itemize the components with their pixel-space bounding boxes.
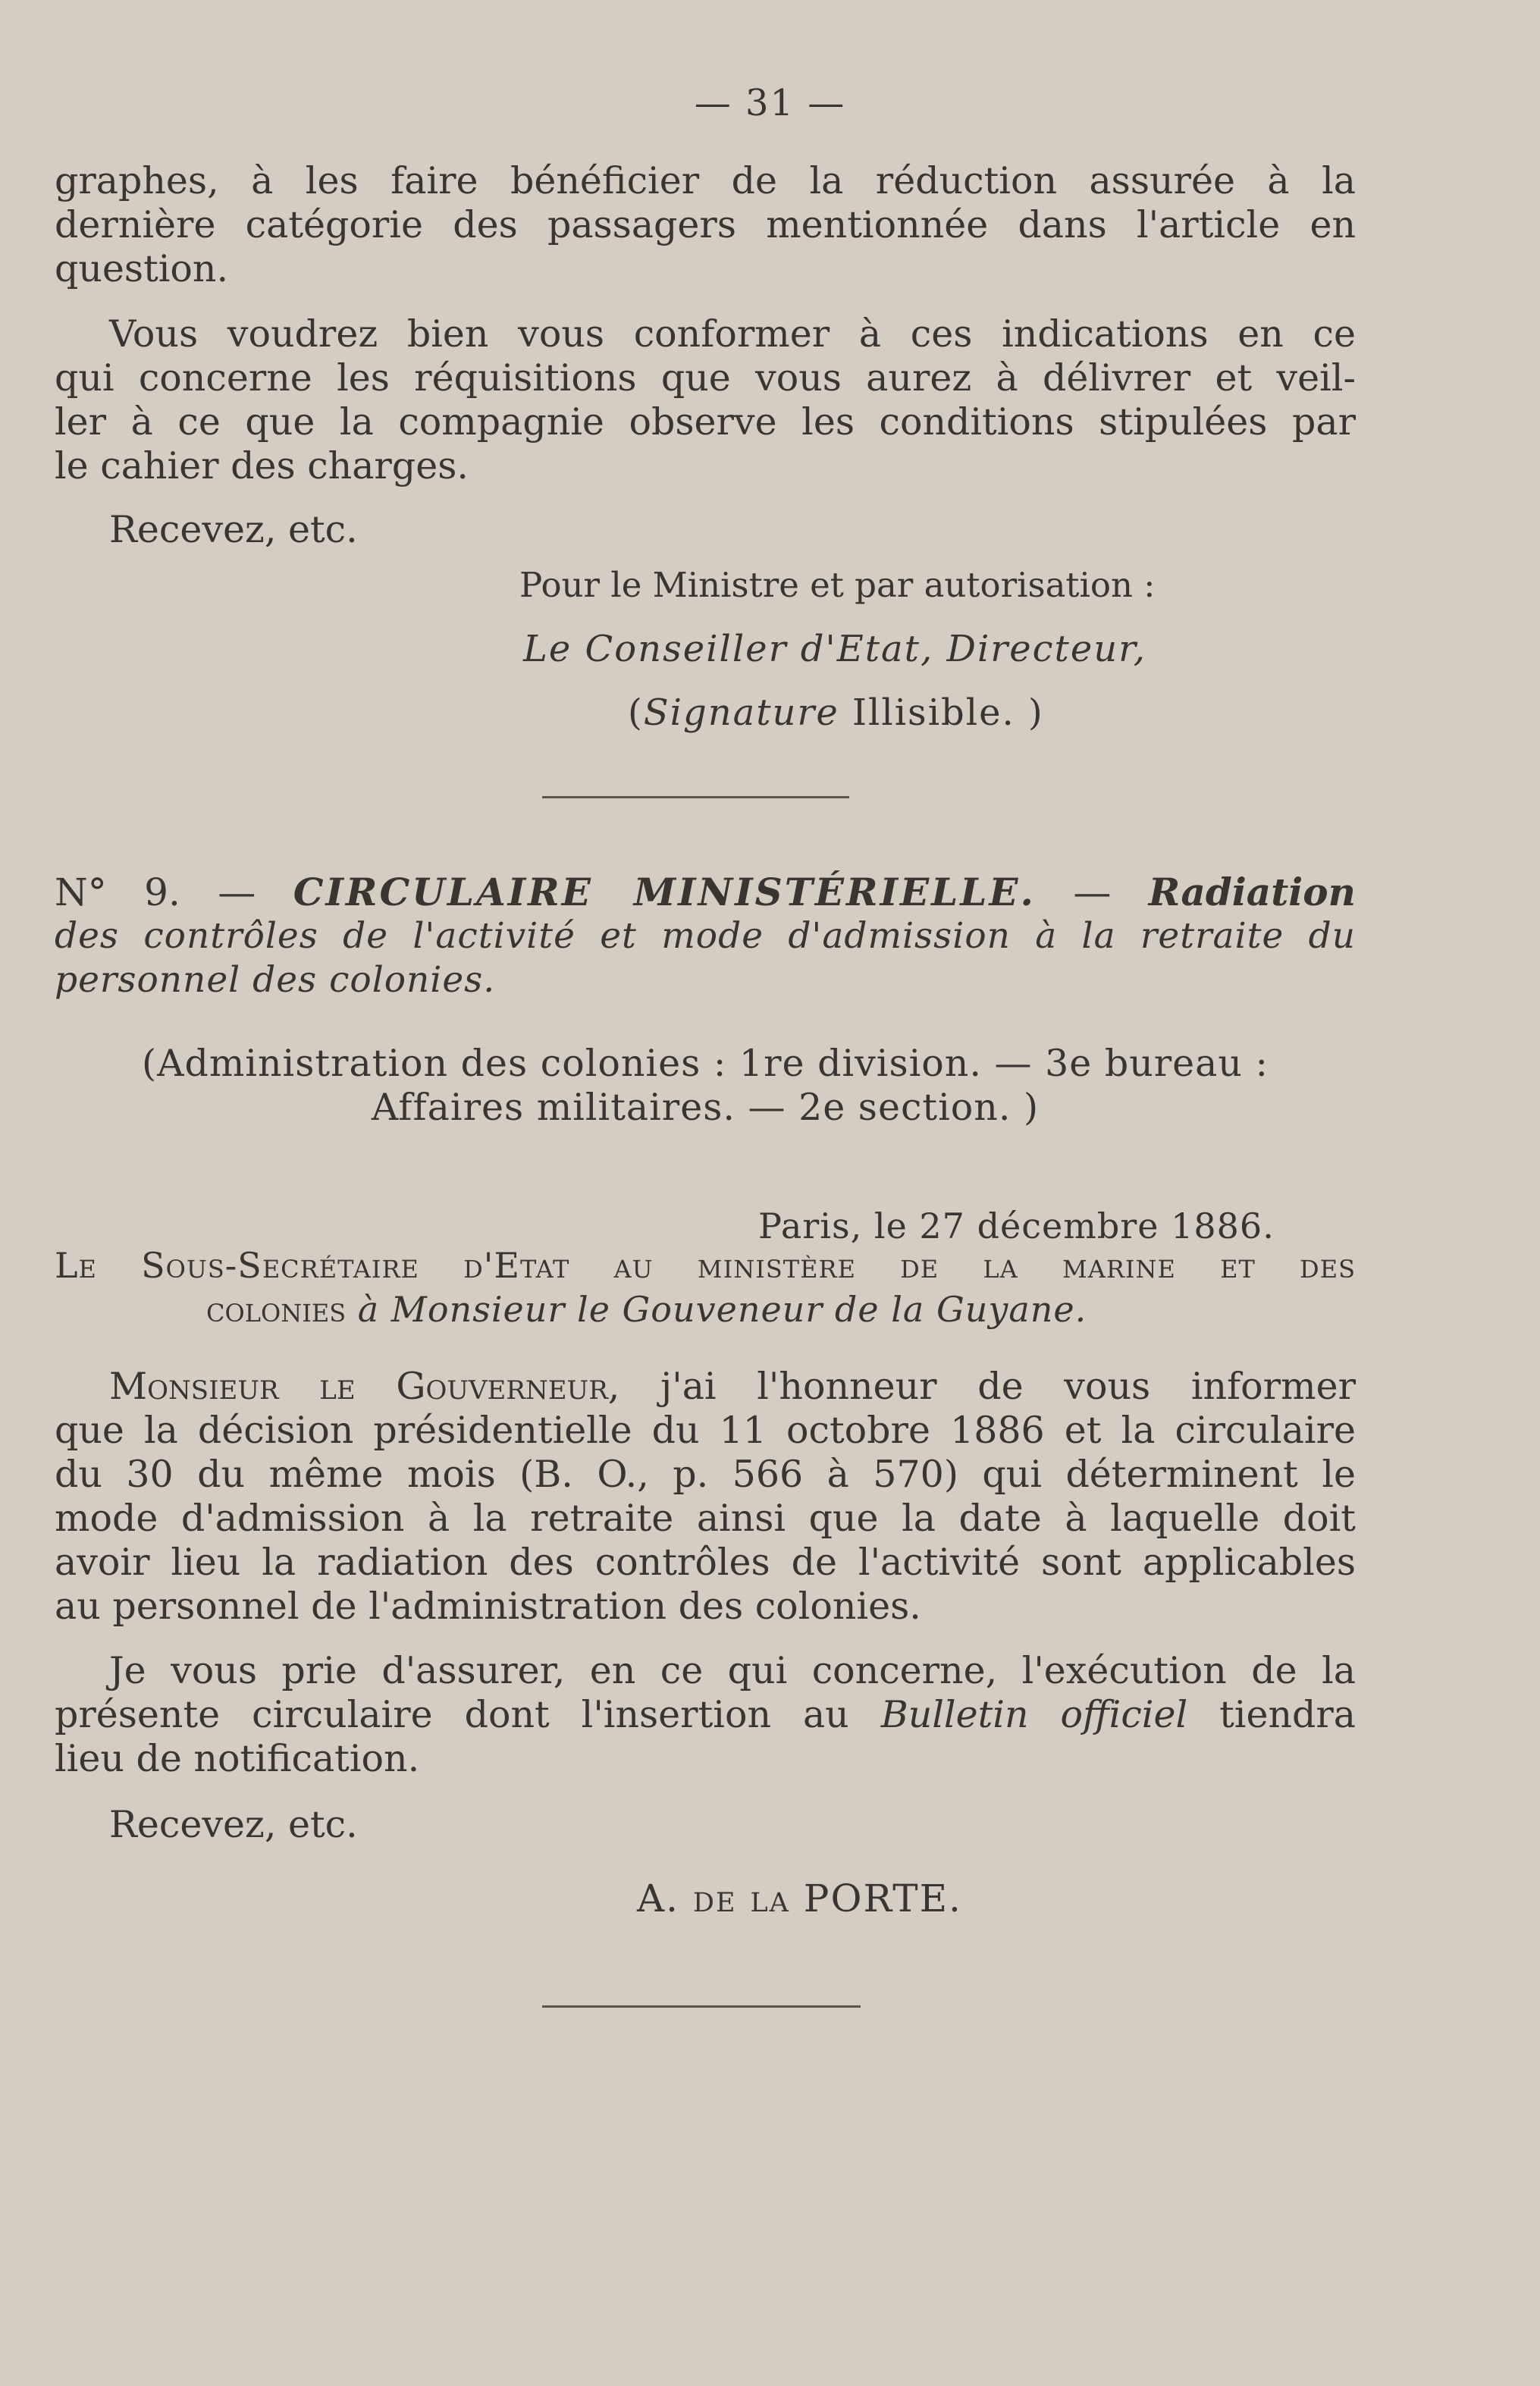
admin-line: (Administration des colonies : 1re division. — 3e bureau : (141, 1042, 1269, 1085)
text-line (55, 1365, 1356, 1409)
text-line: que la décision présidentielle du 11 octobre 1886 et la circulaire (55, 1409, 1356, 1452)
text-line: ler à ce que la compagnie observe les conditions stipulées par (55, 400, 1356, 444)
signature-title: Le Conseiller d'Etat, Directeur, (523, 628, 1147, 670)
heading-number: N° 9. — (55, 870, 293, 914)
paragraph-request (55, 1649, 1356, 1781)
closing-recevez-1 (55, 508, 1356, 552)
paren: ( (628, 691, 644, 734)
signature-authorization: Pour le Ministre et par autorisation : (519, 565, 1156, 605)
closing-text: Recevez, etc. (109, 1803, 358, 1846)
paragraph-body (55, 1365, 1356, 1629)
recipient-name: à Monsieur le Gouveneur de la Guyane. (346, 1289, 1087, 1330)
heading-subject-start: Radiation (1148, 870, 1356, 914)
text-span: présente circulaire dont l'insertion au (55, 1693, 881, 1736)
sender-recipient (55, 1243, 1356, 1331)
admin-line: Affaires militaires. — 2e section. ) (371, 1086, 1040, 1129)
recipient-caps: colonies (206, 1289, 347, 1330)
page-number: — 31 — (694, 82, 846, 124)
signature-rest: Illisible. ) (839, 691, 1044, 734)
heading-dash: — (1035, 870, 1149, 914)
text-line: Vous voudrez bien vous conformer à ces indications en ce (109, 312, 1356, 356)
divider-rule (542, 796, 849, 798)
text-line (55, 1693, 1356, 1737)
closing-text: Recevez, etc. (109, 508, 358, 551)
text-line: avoir lieu la radiation des contrôles de l'activité sont applicables (55, 1541, 1356, 1584)
circular-heading (55, 870, 1356, 1002)
text-line: mode d'admission à la retraite ainsi que la date à laquelle doit (55, 1497, 1356, 1540)
text-line: question. (55, 247, 229, 290)
administration-reference (55, 1042, 1356, 1130)
text-line: le cahier des charges. (55, 444, 469, 488)
heading-subject-line: personnel des colonies. (55, 959, 496, 1001)
paragraph-continuation (55, 159, 1356, 291)
text-line: Je vous prie d'assurer, en ce qui concerne, l'exécution de la (109, 1649, 1356, 1692)
salutation: Monsieur le Gouverneur, (109, 1365, 620, 1408)
text-span: j'ai l'honneur de vous informer (619, 1365, 1356, 1408)
sender-line: Le Sous-Secrétaire d'Etat au ministère de la marine et des (55, 1245, 1356, 1286)
signature-illegible (628, 691, 1044, 734)
text-line: du 30 du même mois (B. O., p. 566 à 570) qui déterminent le (55, 1453, 1356, 1496)
text-line: lieu de notification. (55, 1737, 420, 1780)
text-line: qui concerne les réquisitions que vous aurez à délivrer et veil- (55, 356, 1356, 400)
heading-line (55, 870, 1356, 914)
text-span: tiendra (1187, 1693, 1357, 1736)
date-line: Paris, le 27 décembre 1886. (758, 1206, 1275, 1246)
closing-recevez-2 (55, 1803, 1356, 1847)
heading-title: CIRCULAIRE MINISTÉRIELLE. (293, 870, 1036, 914)
text-line: au personnel de l'administration des colonies. (55, 1585, 921, 1628)
text-line: dernière catégorie des passagers mentionnée dans l'article en (55, 203, 1356, 246)
text-line: graphes, à les faire bénéficier de la réduction assurée à la (55, 159, 1356, 202)
divider-rule-bottom (542, 2005, 861, 2008)
final-signature: A. de la PORTE. (637, 1877, 962, 1920)
signature-word: Signature (643, 691, 839, 734)
recipient-line (55, 1287, 1356, 1331)
heading-subject-line: des contrôles de l'activité et mode d'admission à la retraite du (55, 915, 1356, 957)
paragraph-instructions (55, 312, 1356, 488)
bulletin-title: Bulletin officiel (880, 1693, 1188, 1736)
